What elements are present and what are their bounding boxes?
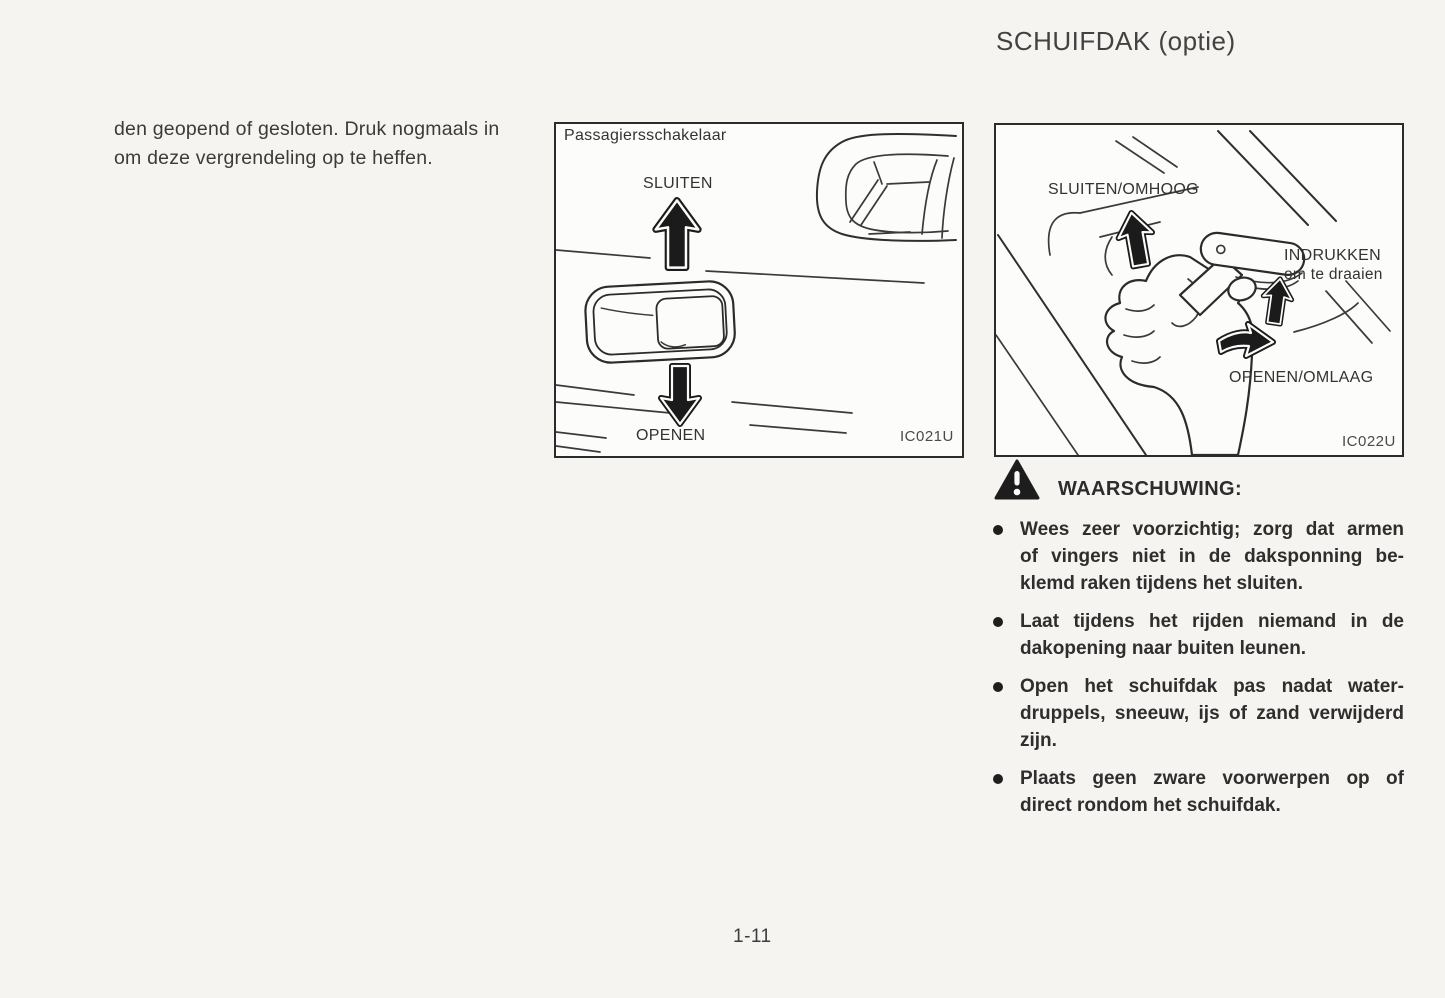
- warning-heading: WAARSCHUWING:: [1058, 478, 1243, 500]
- bullet-dot-icon: [993, 525, 1003, 535]
- figure-passenger-switch: [554, 122, 964, 458]
- warning-section: [992, 458, 1404, 828]
- figure1-caption: Passagiersschakelaar: [564, 127, 727, 144]
- warning-bullet-item: [992, 516, 1404, 597]
- intro-line: den geopend of gesloten. Druk nogmaals in: [114, 118, 500, 140]
- bullet-dot-icon: [993, 682, 1003, 692]
- warning-bullet-item: [992, 608, 1404, 662]
- openen-arrow-down-icon: [661, 366, 699, 424]
- figure-crank-handle: [994, 123, 1404, 457]
- bullet-dot-icon: [993, 617, 1003, 627]
- warning-bullet-item: [992, 765, 1404, 819]
- sluiten-omhoog-arrow-up-icon: [1115, 210, 1158, 268]
- figure2-label-openen-omlaag: OPENEN/OMLAAG: [1229, 369, 1374, 386]
- warning-bullet-text: Open het schuifdak pas nadat water- druppels, sneeuw, ijs of zand verwijderd zijn.: [1020, 676, 1404, 751]
- warning-bullet-item: [992, 673, 1404, 754]
- intro-line: om deze vergrendeling op te heffen.: [114, 147, 433, 169]
- figure2-label-om-te-draaien: om te draaien: [1284, 266, 1383, 283]
- figure1-code: IC021U: [900, 428, 954, 445]
- warning-bullet-text: Wees zeer voorzichtig; zorg dat armen of vingers niet in de daksponning be- klemd raken tijdens het sluiten.: [1020, 519, 1404, 594]
- figure2-label-indrukken: INDRUKKEN: [1284, 247, 1381, 264]
- warning-bullet-text: Plaats geen zware voorwerpen op of direct rondom het schuifdak.: [1020, 768, 1404, 816]
- figure2-label-sluiten-omhoog: SLUITEN/OMHOOG: [1048, 181, 1199, 198]
- figure1-line-art: [556, 124, 962, 456]
- grab-handle-recess: [817, 134, 956, 241]
- intro-paragraph: [114, 115, 499, 173]
- sunroof-switch: [584, 280, 736, 364]
- page-title: SCHUIFDAK (optie): [996, 26, 1236, 56]
- figure2-line-art: [996, 125, 1402, 455]
- warning-triangle-icon: [994, 458, 1040, 502]
- page-number: 1-11: [733, 926, 772, 947]
- figure1-label-openen: OPENEN: [636, 427, 706, 444]
- figure2-code: IC022U: [1342, 433, 1396, 450]
- figure1-label-sluiten: SLUITEN: [643, 175, 713, 192]
- bullet-dot-icon: [993, 774, 1003, 784]
- indrukken-arrow-up-icon: [1260, 277, 1295, 325]
- warning-bullet-list: [992, 516, 1404, 830]
- sluiten-arrow-up-icon: [656, 200, 699, 267]
- warning-bullet-text: Laat tijdens het rijden niemand in de dakopening naar buiten leunen.: [1020, 611, 1404, 659]
